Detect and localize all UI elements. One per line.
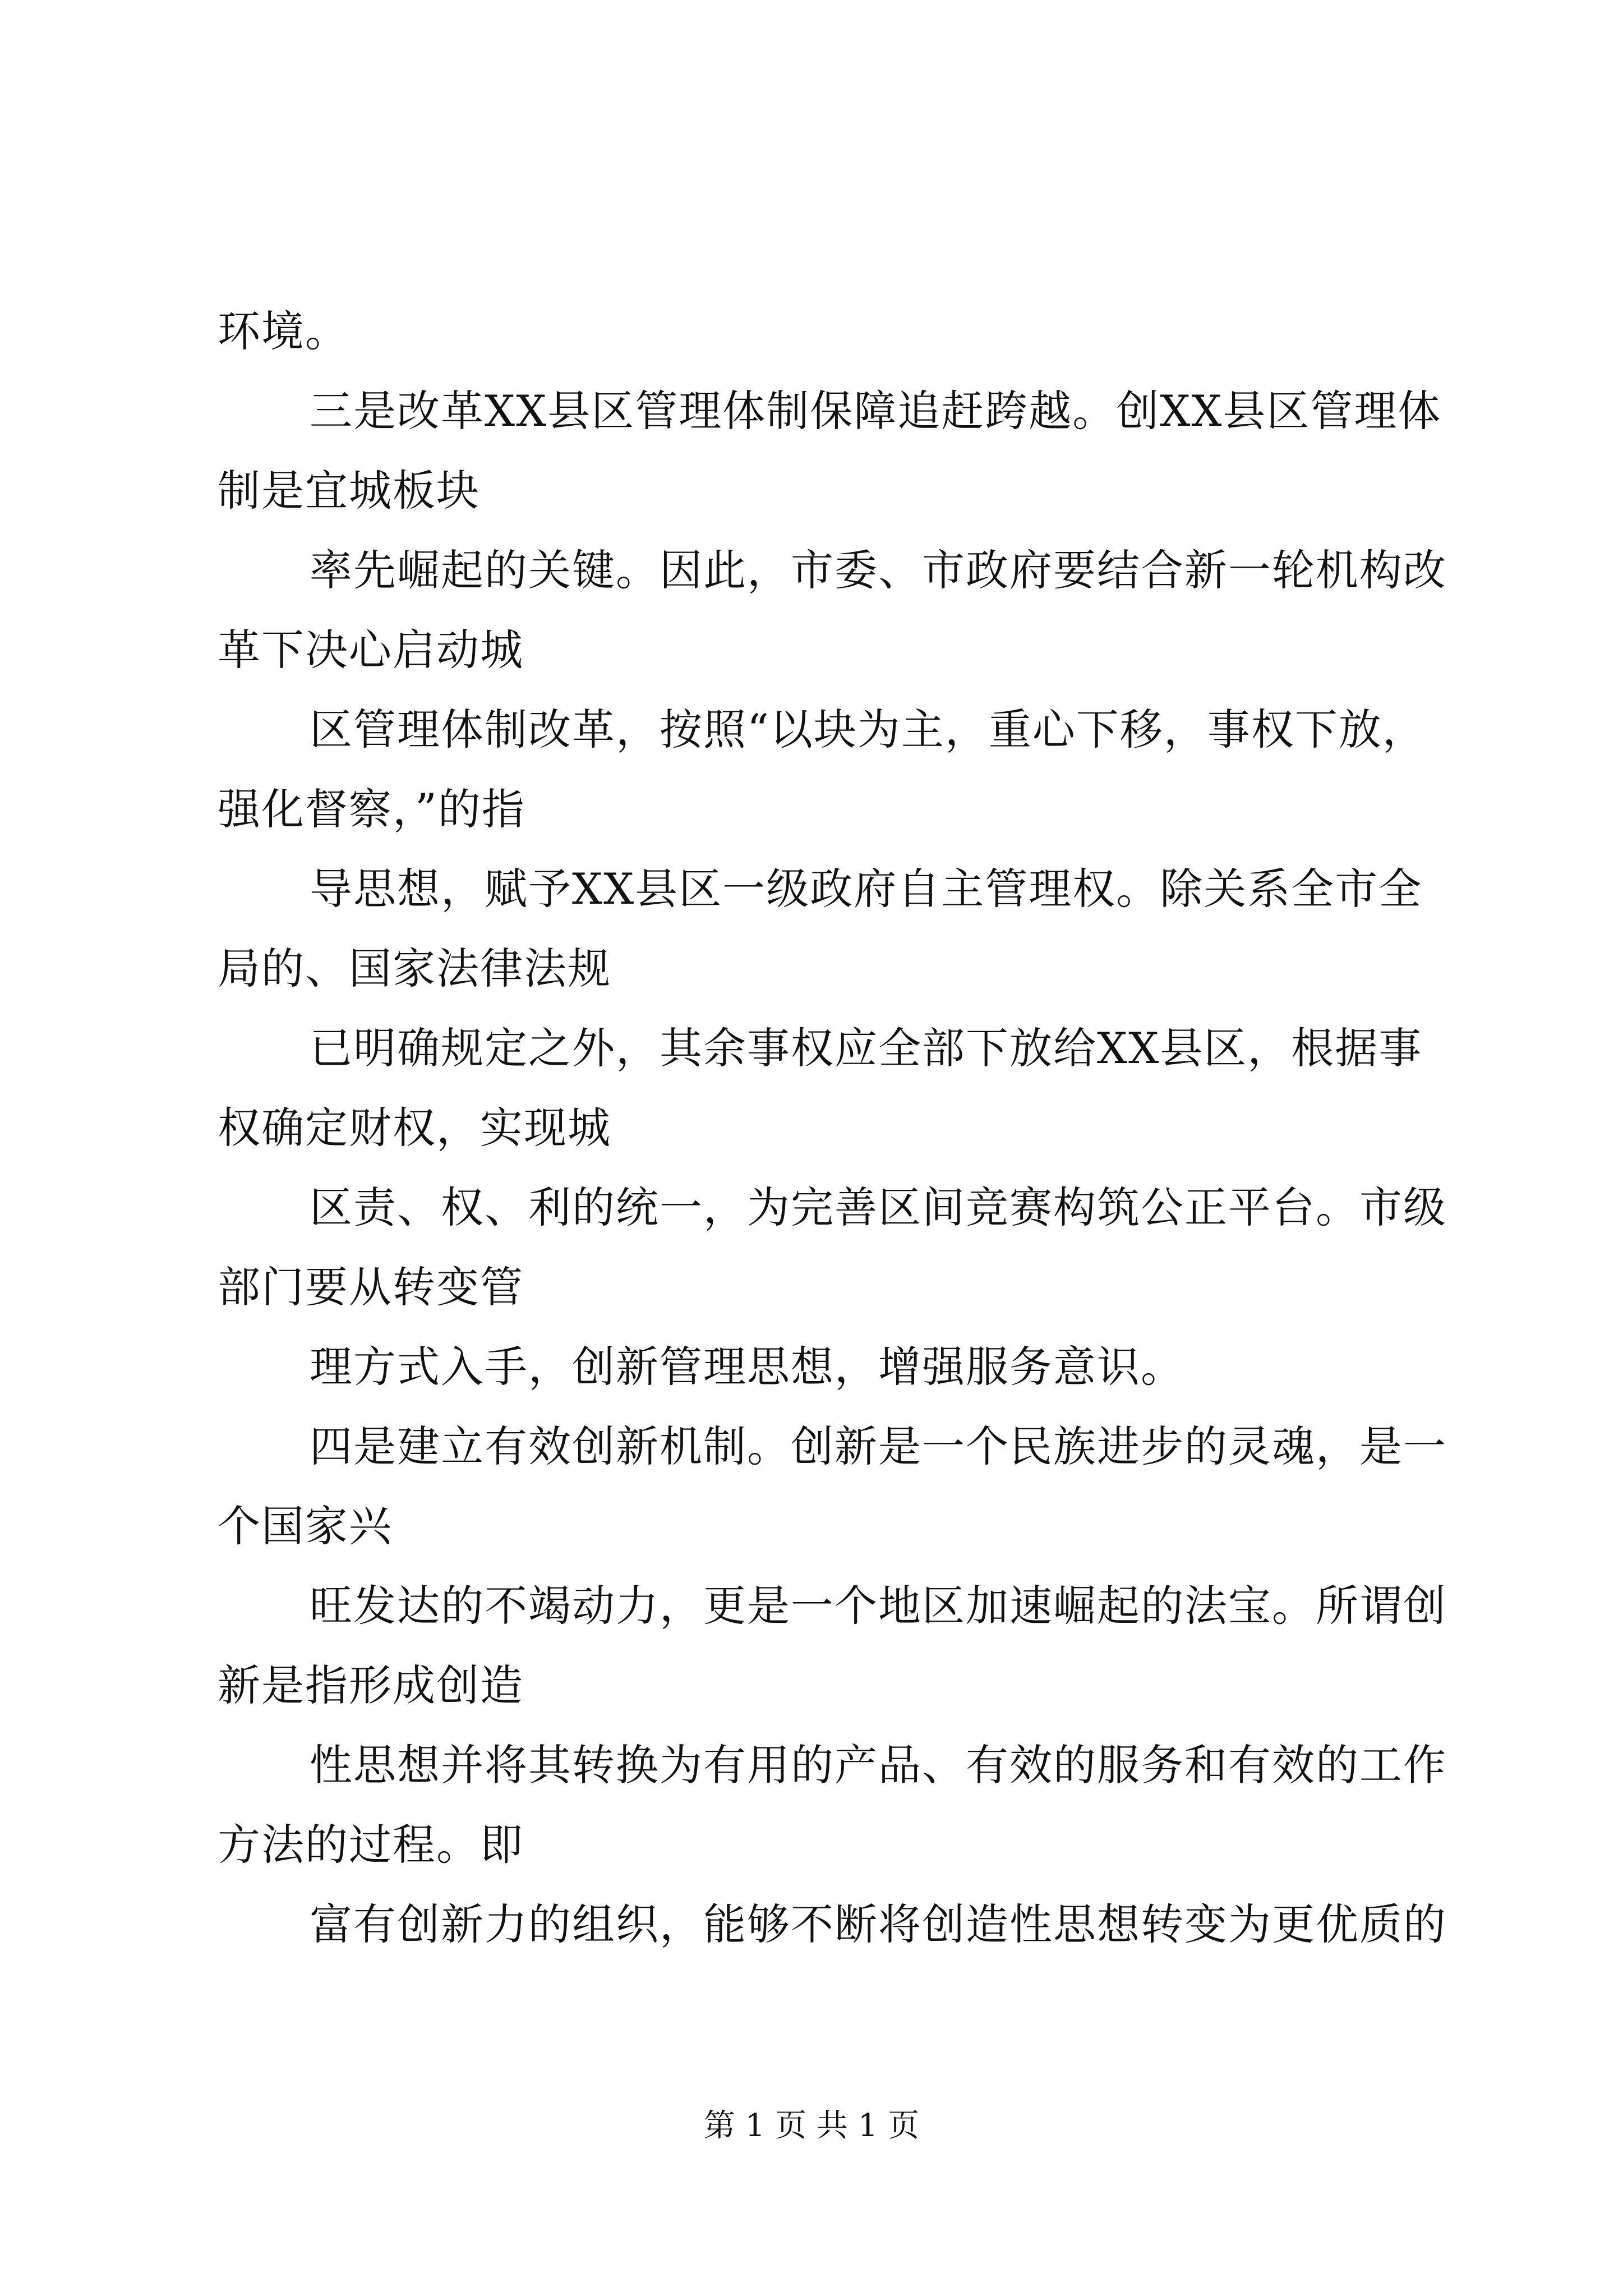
text-line: 区管理体制改革，按照“以块为主，重心下移，事权下放， [310,705,1426,754]
text-line: 四是建立有效创新机制。创新是一个民族进步的灵魂，是一 [310,1421,1447,1471]
text-line: 方法的过程。即 [218,1820,524,1870]
text-line: 个国家兴 [218,1501,393,1551]
text-line: 部门要从转变管 [218,1262,524,1312]
document-body [218,292,1447,1964]
text-line: 局的、国家法律法规 [218,944,611,993]
text-line: 新是指形成创造 [218,1660,524,1710]
text-line: 旺发达的不竭动力，更是一个地区加速崛起的法宝。所谓创 [310,1581,1447,1631]
text-line: 环境。 [218,306,349,356]
page-footer: 第 1 页 共 1 页 [703,2108,920,2144]
text-line: 理方式入手，创新管理思想，增强服务意识。 [310,1342,1184,1392]
text-line: 导思想，赋予XX县区一级政府自主管理权。除关系全市全 [310,864,1423,914]
text-line: 三是改革XX县区管理体制保障追赶跨越。创XX县区管理体 [310,386,1442,436]
text-line: 制是宜城板块 [218,466,480,516]
text-line: 富有创新力的组织，能够不断将创造性思想转变为更优质的 [310,1899,1447,1949]
text-line: 权确定财权，实现城 [218,1103,611,1153]
text-line: 区责、权、利的统一，为完善区间竞赛构筑公正平台。市级 [310,1182,1447,1232]
text-line: 已明确规定之外，其余事权应全部下放给XX县区，根据事 [310,1023,1423,1073]
text-line: 率先崛起的关键。因此，市委、市政府要结合新一轮机构改 [310,545,1447,595]
text-line: 强化督察，”的指 [218,784,525,834]
text-line: 革下决心启动城 [218,625,524,675]
text-line: 性思想并将其转换为有用的产品、有效的服务和有效的工作 [310,1740,1447,1790]
